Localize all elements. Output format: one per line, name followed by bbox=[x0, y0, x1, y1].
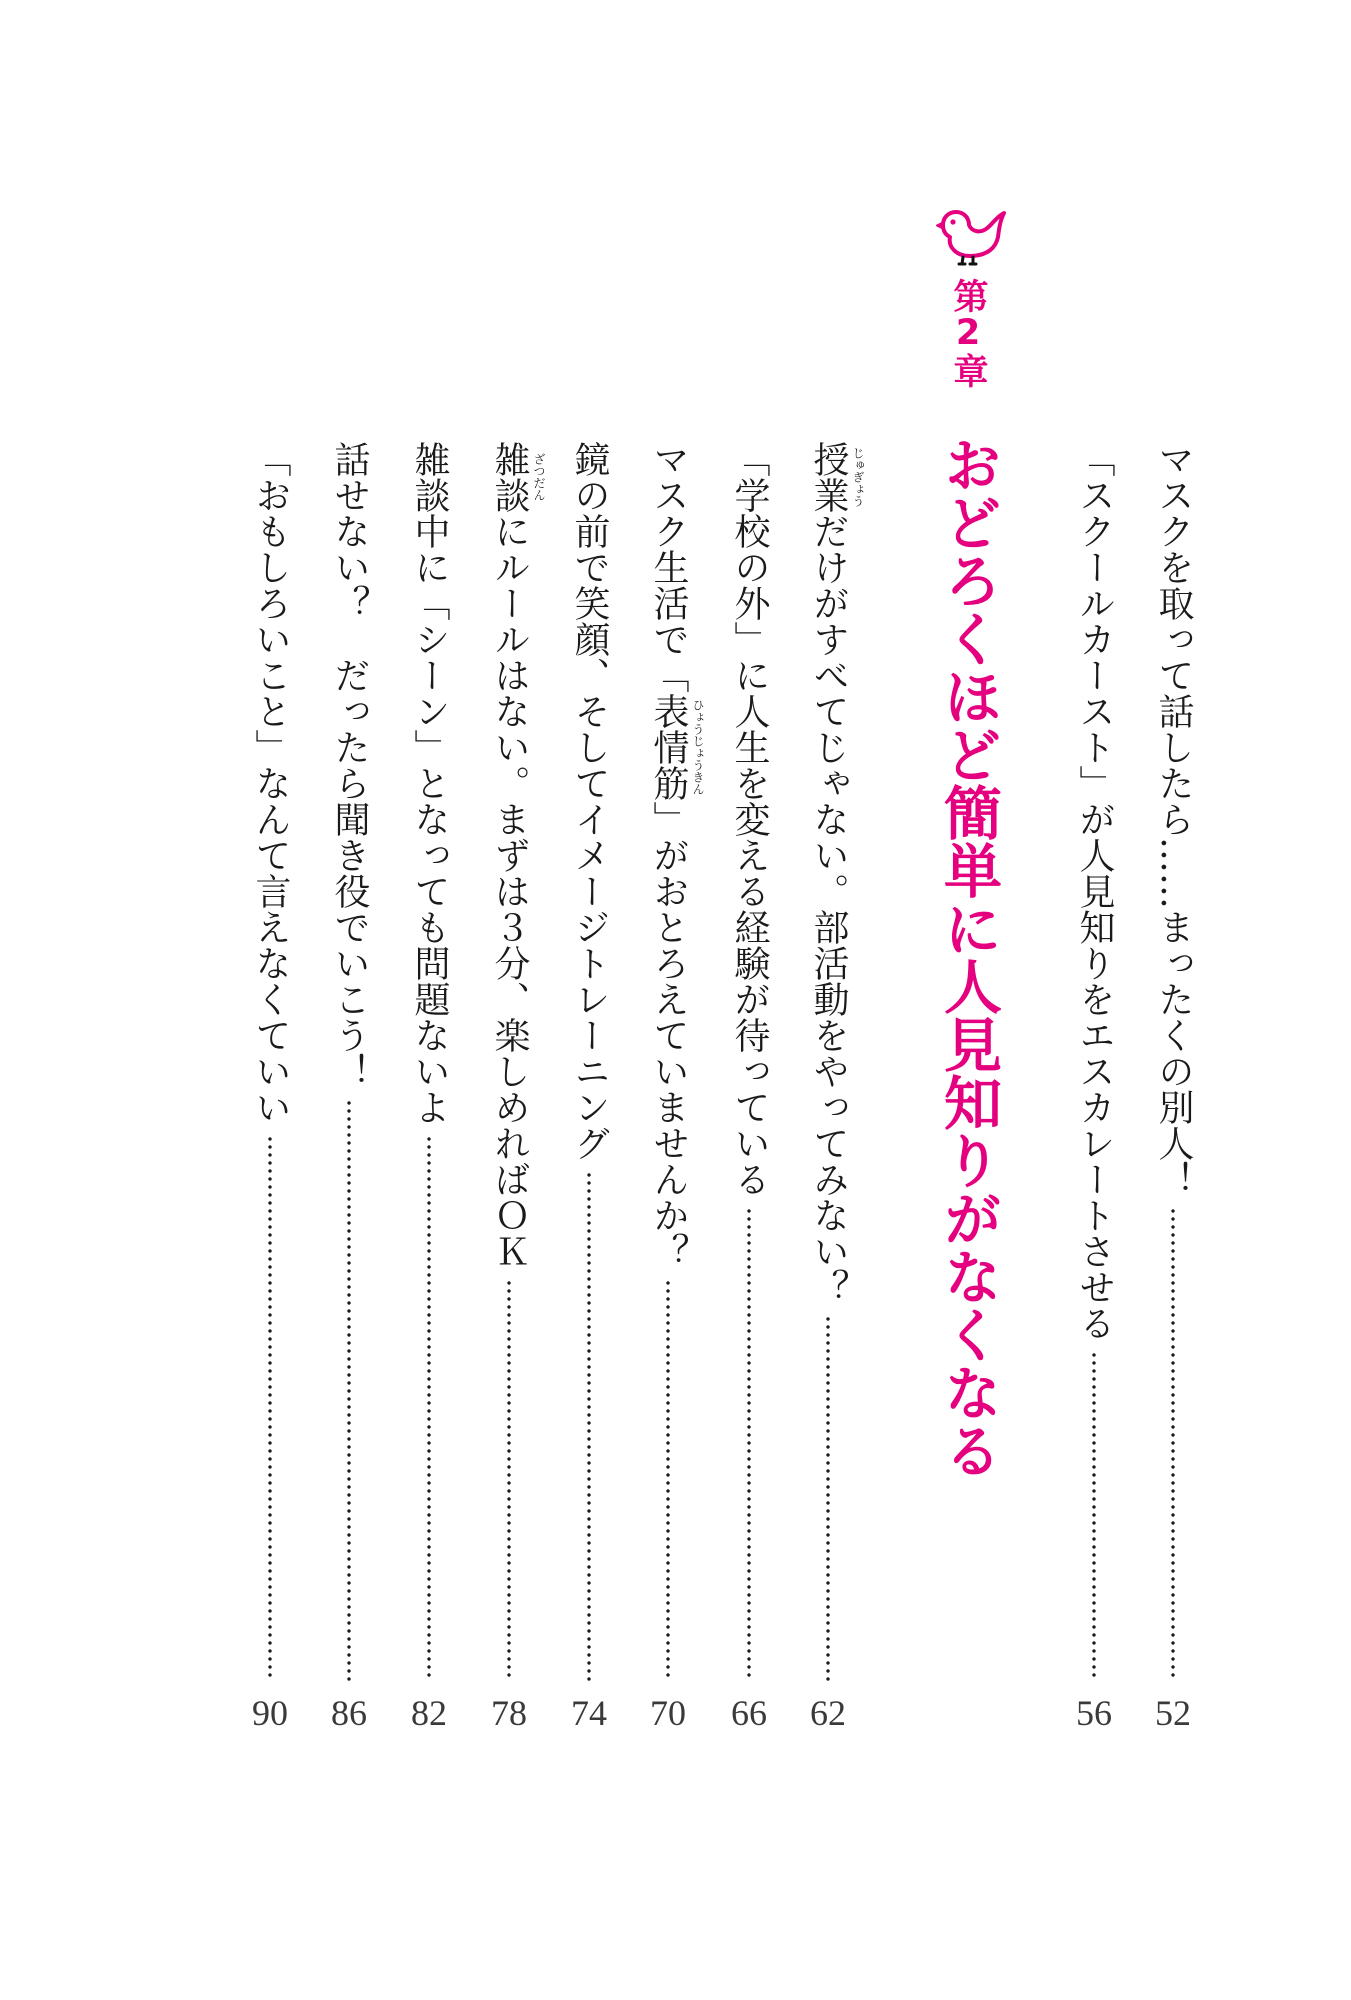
toc-entry bbox=[567, 441, 611, 1681]
dot-leader bbox=[806, 1315, 850, 1681]
page-number: 62 bbox=[810, 1693, 846, 1733]
toc-entry bbox=[646, 441, 705, 1681]
toc-entry-title bbox=[806, 441, 865, 1305]
ruby-group bbox=[808, 441, 865, 513]
toc-entry-title: 話せない？ だったら聞き役でいこう！ bbox=[329, 441, 370, 1089]
chick-body-outline bbox=[943, 212, 1004, 256]
chick-icon bbox=[936, 203, 1006, 269]
dot-leader bbox=[727, 1207, 771, 1681]
ruby-reading: ひょうじょうきん bbox=[691, 699, 705, 795]
page-number: 78 bbox=[491, 1693, 527, 1733]
dot-leader bbox=[1072, 1351, 1116, 1681]
chick-eye bbox=[950, 219, 955, 224]
toc-entry-title: 雑談中に「シーン」となっても問題ないよ bbox=[409, 441, 450, 1125]
toc-entry bbox=[1151, 441, 1195, 1681]
toc-entry-title bbox=[487, 441, 546, 1269]
page-number: 90 bbox=[252, 1693, 288, 1733]
toc-entry bbox=[727, 441, 771, 1681]
ruby-base: 表情筋 bbox=[648, 693, 689, 801]
page-number: 82 bbox=[411, 1693, 447, 1733]
ruby-reading: ざつだん bbox=[532, 453, 546, 501]
title-text-after: だけがすべてじゃない。部活動をやってみない？ bbox=[808, 513, 849, 1305]
title-text-before: マスク生活で「 bbox=[648, 441, 689, 693]
page-number: 74 bbox=[571, 1693, 607, 1733]
ruby-group bbox=[489, 441, 546, 513]
toc-entry bbox=[806, 441, 865, 1681]
chapter-title: おどろくほど簡単に人見知りがなくなる bbox=[934, 435, 1002, 1479]
toc-entry-title: 「スクールカースト」が人見知りをエスカレートさせる bbox=[1074, 441, 1115, 1341]
title-text-after: 」がおとろえていませんか？ bbox=[648, 801, 689, 1269]
toc-entry-title: 鏡の前で笑顔、そしてイメージトレーニング bbox=[569, 441, 610, 1161]
toc-entry bbox=[248, 441, 292, 1681]
dot-leader bbox=[327, 1099, 371, 1681]
toc-entry-title bbox=[646, 441, 705, 1269]
page-number: 70 bbox=[650, 1693, 686, 1733]
dot-leader bbox=[646, 1279, 690, 1681]
chick-beak bbox=[937, 223, 943, 229]
dot-leader bbox=[407, 1135, 451, 1681]
chapter-label: 第2章 bbox=[948, 278, 988, 388]
dot-leader bbox=[567, 1171, 611, 1681]
toc-entry bbox=[1072, 441, 1116, 1681]
dot-leader bbox=[1151, 1207, 1195, 1681]
dot-leader bbox=[248, 1135, 292, 1681]
page-number: 56 bbox=[1076, 1693, 1112, 1733]
toc-entry-title: マスクを取って話したら……まったくの別人！ bbox=[1153, 441, 1194, 1197]
chick-legs bbox=[959, 257, 976, 264]
page-number: 66 bbox=[731, 1693, 767, 1733]
ruby-base: 授業 bbox=[808, 441, 849, 513]
toc-entry bbox=[407, 441, 451, 1681]
ruby-base: 雑談 bbox=[489, 441, 530, 513]
dot-leader bbox=[487, 1279, 531, 1681]
page-number: 52 bbox=[1155, 1693, 1191, 1733]
ruby-reading: じゅぎょう bbox=[851, 447, 865, 507]
toc-entry-title: 「学校の外」に人生を変える経験が待っている bbox=[729, 441, 770, 1197]
page-number: 86 bbox=[331, 1693, 367, 1733]
toc-entry-title: 「おもしろいこと」なんて言えなくていい bbox=[250, 441, 291, 1125]
toc-entry bbox=[327, 441, 371, 1681]
toc-entry bbox=[487, 441, 546, 1681]
ruby-group bbox=[648, 693, 705, 801]
title-text-after: にルールはない。まずは３分、楽しめればＯＫ bbox=[489, 513, 530, 1269]
